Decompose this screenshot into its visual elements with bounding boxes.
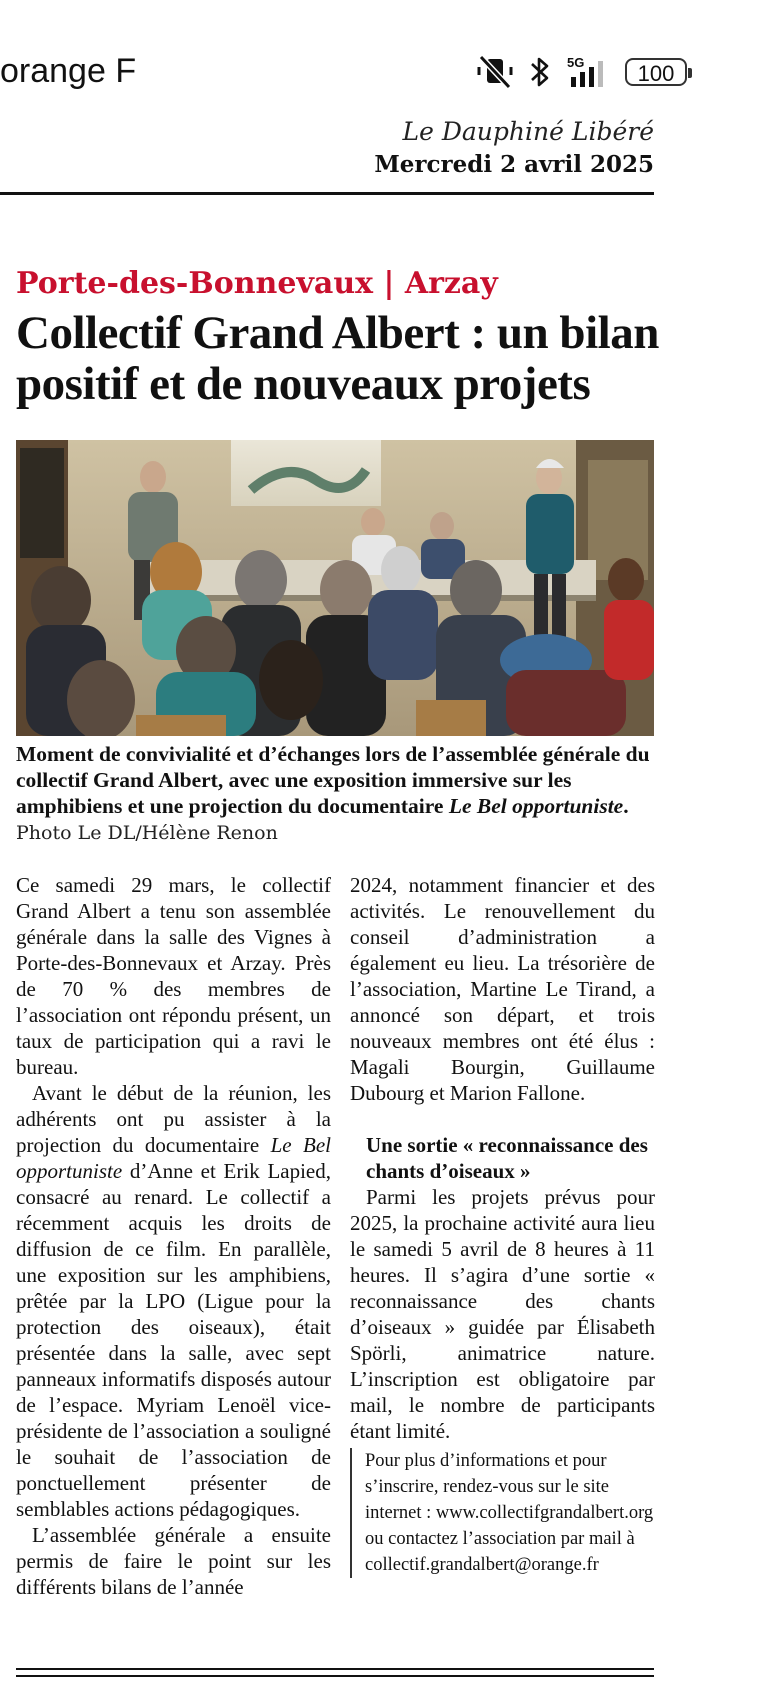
bluetooth-icon	[529, 55, 551, 89]
newspaper-name: Le Dauphiné Libéré	[402, 117, 654, 146]
paragraph-3: L’assemblée générale a ensuite permis de faire le point sur les différents bilans de l’année	[16, 1523, 331, 1599]
meeting-photo-illustration	[16, 440, 654, 736]
carrier-name: orange F	[0, 52, 137, 90]
vibrate-mute-icon	[475, 55, 515, 89]
masthead	[374, 115, 654, 181]
photo-credit: Photo Le DL/Hélène Renon	[16, 822, 278, 844]
network-label: 5G	[567, 55, 585, 70]
battery-icon	[625, 58, 687, 86]
5g-signal-icon	[565, 55, 611, 89]
caption-period: .	[623, 794, 629, 818]
paragraph-2	[16, 1080, 331, 1522]
article-headline: Collectif Grand Albert : un bilan positif et de nouveaux projets	[16, 307, 659, 410]
paragraph-1: Ce samedi 29 mars, le collectif Grand Albert a tenu son assemblée générale dans la salle des Vignes à Porte-des-Bonnevaux et Arzay. Près de 70 % des membres de l’association ont répondu présent, un taux de participation qui a ravi le bureau.	[16, 873, 331, 1079]
article-photo	[16, 440, 654, 736]
status-bar	[0, 0, 767, 100]
bottom-divider	[16, 1668, 654, 1670]
article-subhead: Une sortie « reconnaissance des chants d’oiseaux »	[366, 1133, 648, 1183]
status-icons	[475, 55, 687, 89]
masthead-divider	[0, 192, 654, 195]
info-box: Pour plus d’informations et pour s’inscrire, rendez-vous sur le site internet : www.collectifgrandalbert.org ou contactez l’association par mail à collectif.grandalbert@orange.fr	[350, 1448, 655, 1578]
paragraph-4: Parmi les projets prévus pour 2025, la prochaine activité aura lieu le samedi 5 avril de 8 heures à 11 heures. Il s’agira d’une sortie « reconnaissance des chants d’oiseaux » guidée par Élisabeth Spörli, animatrice nature. L’inscription est obligatoire par mail, le nombre de participants étant limité.	[350, 1185, 655, 1443]
caption-film-title: Le Bel opportuniste	[448, 794, 624, 818]
photo-caption	[16, 741, 656, 846]
caption-text: Moment de convivialité et d’échanges lors de l’assemblée générale du collectif Grand Albert, avec une exposition immersive sur les amphibiens et une projection du documentaire	[16, 742, 650, 818]
paragraph-2-start: Avant le début de la réunion, les adhérents ont pu assister à la projection du documentaire	[16, 1081, 331, 1157]
paragraph-3-continued: 2024, notamment financier et des activités. Le renouvellement du conseil d’administration a également eu lieu. La trésorière de l’association, Martine Le Tirand, a annoncé son départ, et trois nouveaux membres ont été élus : Magali Bourgin, Guillaume Dubourg et Marion Fallone.	[350, 873, 655, 1105]
article-kicker: Porte-des-Bonnevaux | Arzay	[16, 266, 498, 301]
bottom-divider-double	[16, 1675, 654, 1677]
film-title: Le Bel opportuniste	[16, 1133, 332, 1183]
publication-date: Mercredi 2 avril 2025	[374, 151, 654, 178]
paragraph-2-end: d’Anne et Erik Lapied, consacré au renard. Le collectif a récemment acquis les droits de diffusion de ce film. En parallèle, une exposition sur les amphibiens, prêtée par la LPO (Ligue pour la protection des oiseaux), était présentée dans la salle, avec sept panneaux informatifs disposés autour de l’espace. Myriam Lenoël vice-présidente de l’association a souligné le souhait de l’association de ponctuellement présenter de semblables actions pédagogiques.	[16, 1159, 331, 1521]
article-column-right	[350, 872, 655, 1578]
battery-level: 100	[637, 61, 675, 86]
article-column-left	[16, 872, 331, 1600]
